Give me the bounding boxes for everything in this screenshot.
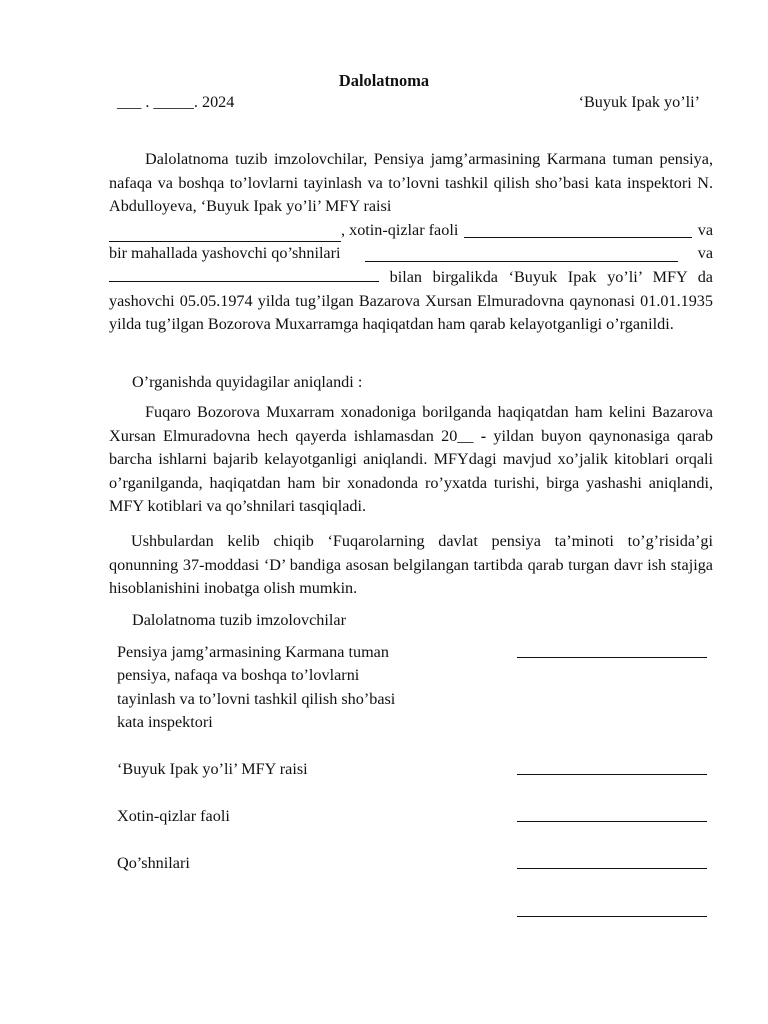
signers-heading: Dalolatnoma tuzib imzolovchilar xyxy=(132,611,346,629)
date-field: ___ . _____. 2024 xyxy=(117,93,235,111)
paragraph-findings-heading xyxy=(109,371,713,395)
findings-part-a: Fuqaro Bozorova Muxarram xonadoniga borilganda haqiqatdan ham kelini Bazarova Xursan Elmuradovna hech qayerda ishlamasdan 20__ xyxy=(109,403,713,445)
signature-line xyxy=(517,916,707,917)
intro-text xyxy=(109,148,713,219)
blank-raisi-name xyxy=(109,226,341,242)
signature-label: Pensiya jamg’armasining Karmana tuman pensiya, nafaqa va boshqa to’lovlarni tayinlash va to’lovni tashkil qilish sho’basi kata inspektori xyxy=(117,643,396,732)
signature-line xyxy=(517,774,707,775)
signature-row-inspector xyxy=(117,641,707,735)
findings-dash: - xyxy=(480,426,487,445)
intro-rest-text: bilan birgalikda ‘Buyuk Ipak yo’li’ MFY da yashovchi 05.05.1974 yilda tug’ilgan Bazarova Xursan Elmuradovna qaynonasi 01.01.1935 yilda tug’ilgan Bozorova Muxarramga haqiqatdan ham qarab kelayotganligi o’rganildi. xyxy=(109,267,713,334)
signature-line xyxy=(517,821,707,822)
paragraph-findings xyxy=(109,401,713,519)
place-name: ‘Buyuk Ipak yo’li’ xyxy=(578,93,700,111)
intro-rest xyxy=(109,266,713,337)
paragraph-conclusion xyxy=(109,530,713,601)
signature-row-raisi xyxy=(117,758,707,781)
signature-row-neighbors xyxy=(117,852,707,875)
blank-faoli-name xyxy=(464,222,691,238)
paragraph-intro xyxy=(109,148,713,337)
va-text-2: va xyxy=(697,244,713,263)
blank-neighbor-2 xyxy=(109,266,379,282)
intro-line: Dalolatnoma tuzib imzolovchilar, Pensiya jamg’armasining Karmana tuman pensiya, nafaqa va boshqa to’lovlarni tayinlash va to’lovni tashkil qilish sho’basi kata inspektori N. Abdulloyeva, ‘Buyuk Ipak yo’li’ MFY raisi xyxy=(109,150,713,216)
comma-text: , xotin-qizlar faoli xyxy=(341,220,459,239)
signature-row-faoli xyxy=(117,805,707,828)
paragraph-signers-heading xyxy=(109,609,713,633)
document-title: Dalolatnoma xyxy=(338,71,430,90)
signature-label: Xotin-qizlar faoli xyxy=(117,807,230,825)
va-text: va xyxy=(697,220,713,239)
neighbors-line xyxy=(109,242,713,266)
findings-heading: O’rganishda quyidagilar aniqlandi : xyxy=(132,373,363,391)
signature-line xyxy=(517,657,707,658)
signature-label: Qo’shnilari xyxy=(117,854,190,872)
signature-label: ‘Buyuk Ipak yo’li’ MFY raisi xyxy=(117,760,308,778)
blank-line-raisi xyxy=(109,219,713,243)
blank-neighbor-1 xyxy=(365,246,678,262)
signature-line xyxy=(517,868,707,869)
neighbors-text: bir mahallada yashovchi qo’shnilari xyxy=(109,244,341,263)
findings-text xyxy=(109,401,713,519)
findings-part-c: yildan buyon qaynonasiga qarab barcha ishlarni bajarib kelayotganligi aniqlandi. MFYdagi mavjud xo’jalik kitoblari orqali o’rganilganda, haqiqatdan ham bir xonadonda ro’yxatda turishi, birga yashashi aniqlandi, MFY kotiblari va qo’shnilari tasqiqladi. xyxy=(109,426,714,516)
conclusion-text: Ushbulardan kelib chiqib ‘Fuqarolarning davlat pensiya ta’minoti to’g’risida’gi qonunning 37-moddasi ‘D’ bandiga asosan belgilangan tartibda qarab turgan davr ish stajiga hisoblanishini inobatga olish mumkin. xyxy=(109,532,713,598)
